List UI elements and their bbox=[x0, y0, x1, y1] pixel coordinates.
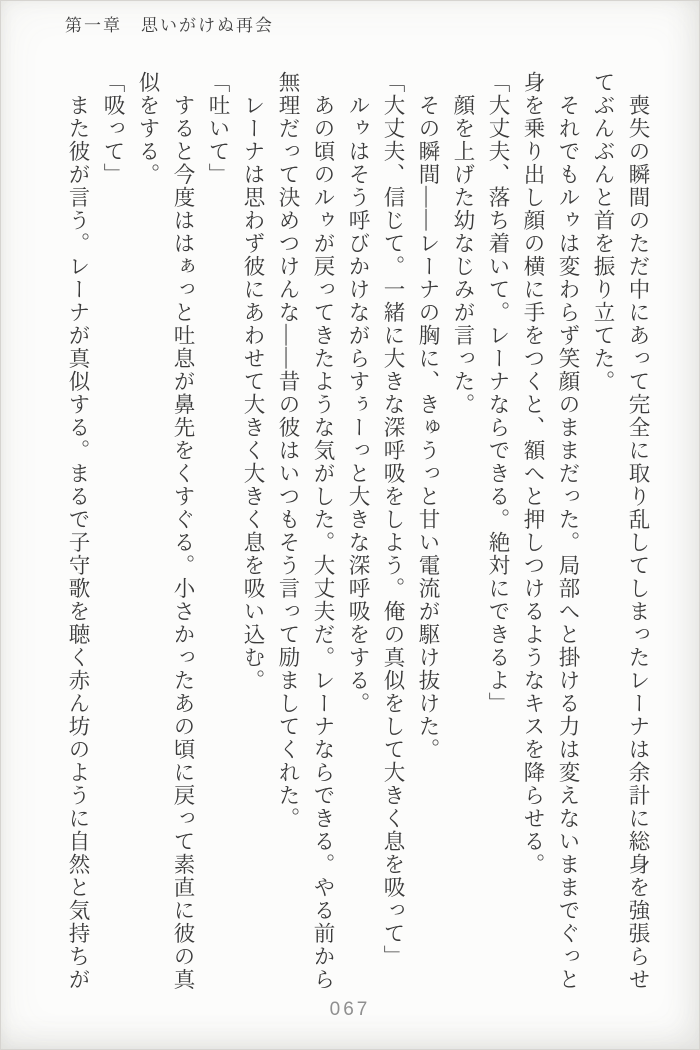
text-column: レーナは思わず彼にあわせて大きく大きく息を吸い込む。 bbox=[241, 71, 265, 692]
text-column: ルゥはそう呼びかけながらすぅーっと大きな深呼吸をする。 bbox=[346, 71, 370, 715]
text-column: その瞬間――レーナの胸に、きゅうっと甘い電流が駆け抜けた。 bbox=[416, 71, 440, 761]
text-column: それでもルゥは変わらず笑顔のままだった。局部へと掛ける力は変えないままでぐっと bbox=[556, 71, 580, 991]
text-column: てぶんぶんと首を振り立てた。 bbox=[591, 71, 615, 393]
page-number: 067 bbox=[329, 999, 371, 1020]
text-column: すると今度ははぁっと吐息が鼻先をくすぐる。小さかったあの頃に戻って素直に彼の真 bbox=[171, 71, 195, 991]
text-column: あの頃のルゥが戻ってきたような気がした。大丈夫だ。レーナならできる。やる前から bbox=[311, 71, 335, 991]
text-column: 「大丈夫、信じて。一緒に大きな深呼吸をしよう。俺の真似をして大きく息を吸って」 bbox=[381, 71, 405, 968]
text-column: 「大丈夫、落ち着いて。レーナならできる。絶対にできるよ」 bbox=[486, 71, 510, 715]
text-column: 似をする。 bbox=[136, 71, 160, 186]
text-column: 「吐いて」 bbox=[206, 71, 230, 186]
text-column: 「吸って」 bbox=[101, 71, 125, 186]
chapter-heading: 第一章 思いがけぬ再会 bbox=[65, 16, 274, 35]
text-column: 喪失の瞬間のただ中にあって完全に取り乱してしまったレーナは余計に総身を強張らせ bbox=[626, 71, 650, 991]
text-column: また彼が言う。レーナが真似する。まるで子守歌を聴く赤ん坊のように自然と気持ちが bbox=[66, 71, 90, 991]
text-column: 無理だって決めつけんな――昔の彼はいつもそう言って励ましてくれた。 bbox=[276, 71, 300, 830]
text-column: 顔を上げた幼なじみが言った。 bbox=[451, 71, 475, 416]
text-column: 身を乗り出し顔の横に手をつくと、額へと押しつけるようなキスを降らせる。 bbox=[521, 71, 545, 876]
body-text bbox=[60, 71, 655, 1011]
